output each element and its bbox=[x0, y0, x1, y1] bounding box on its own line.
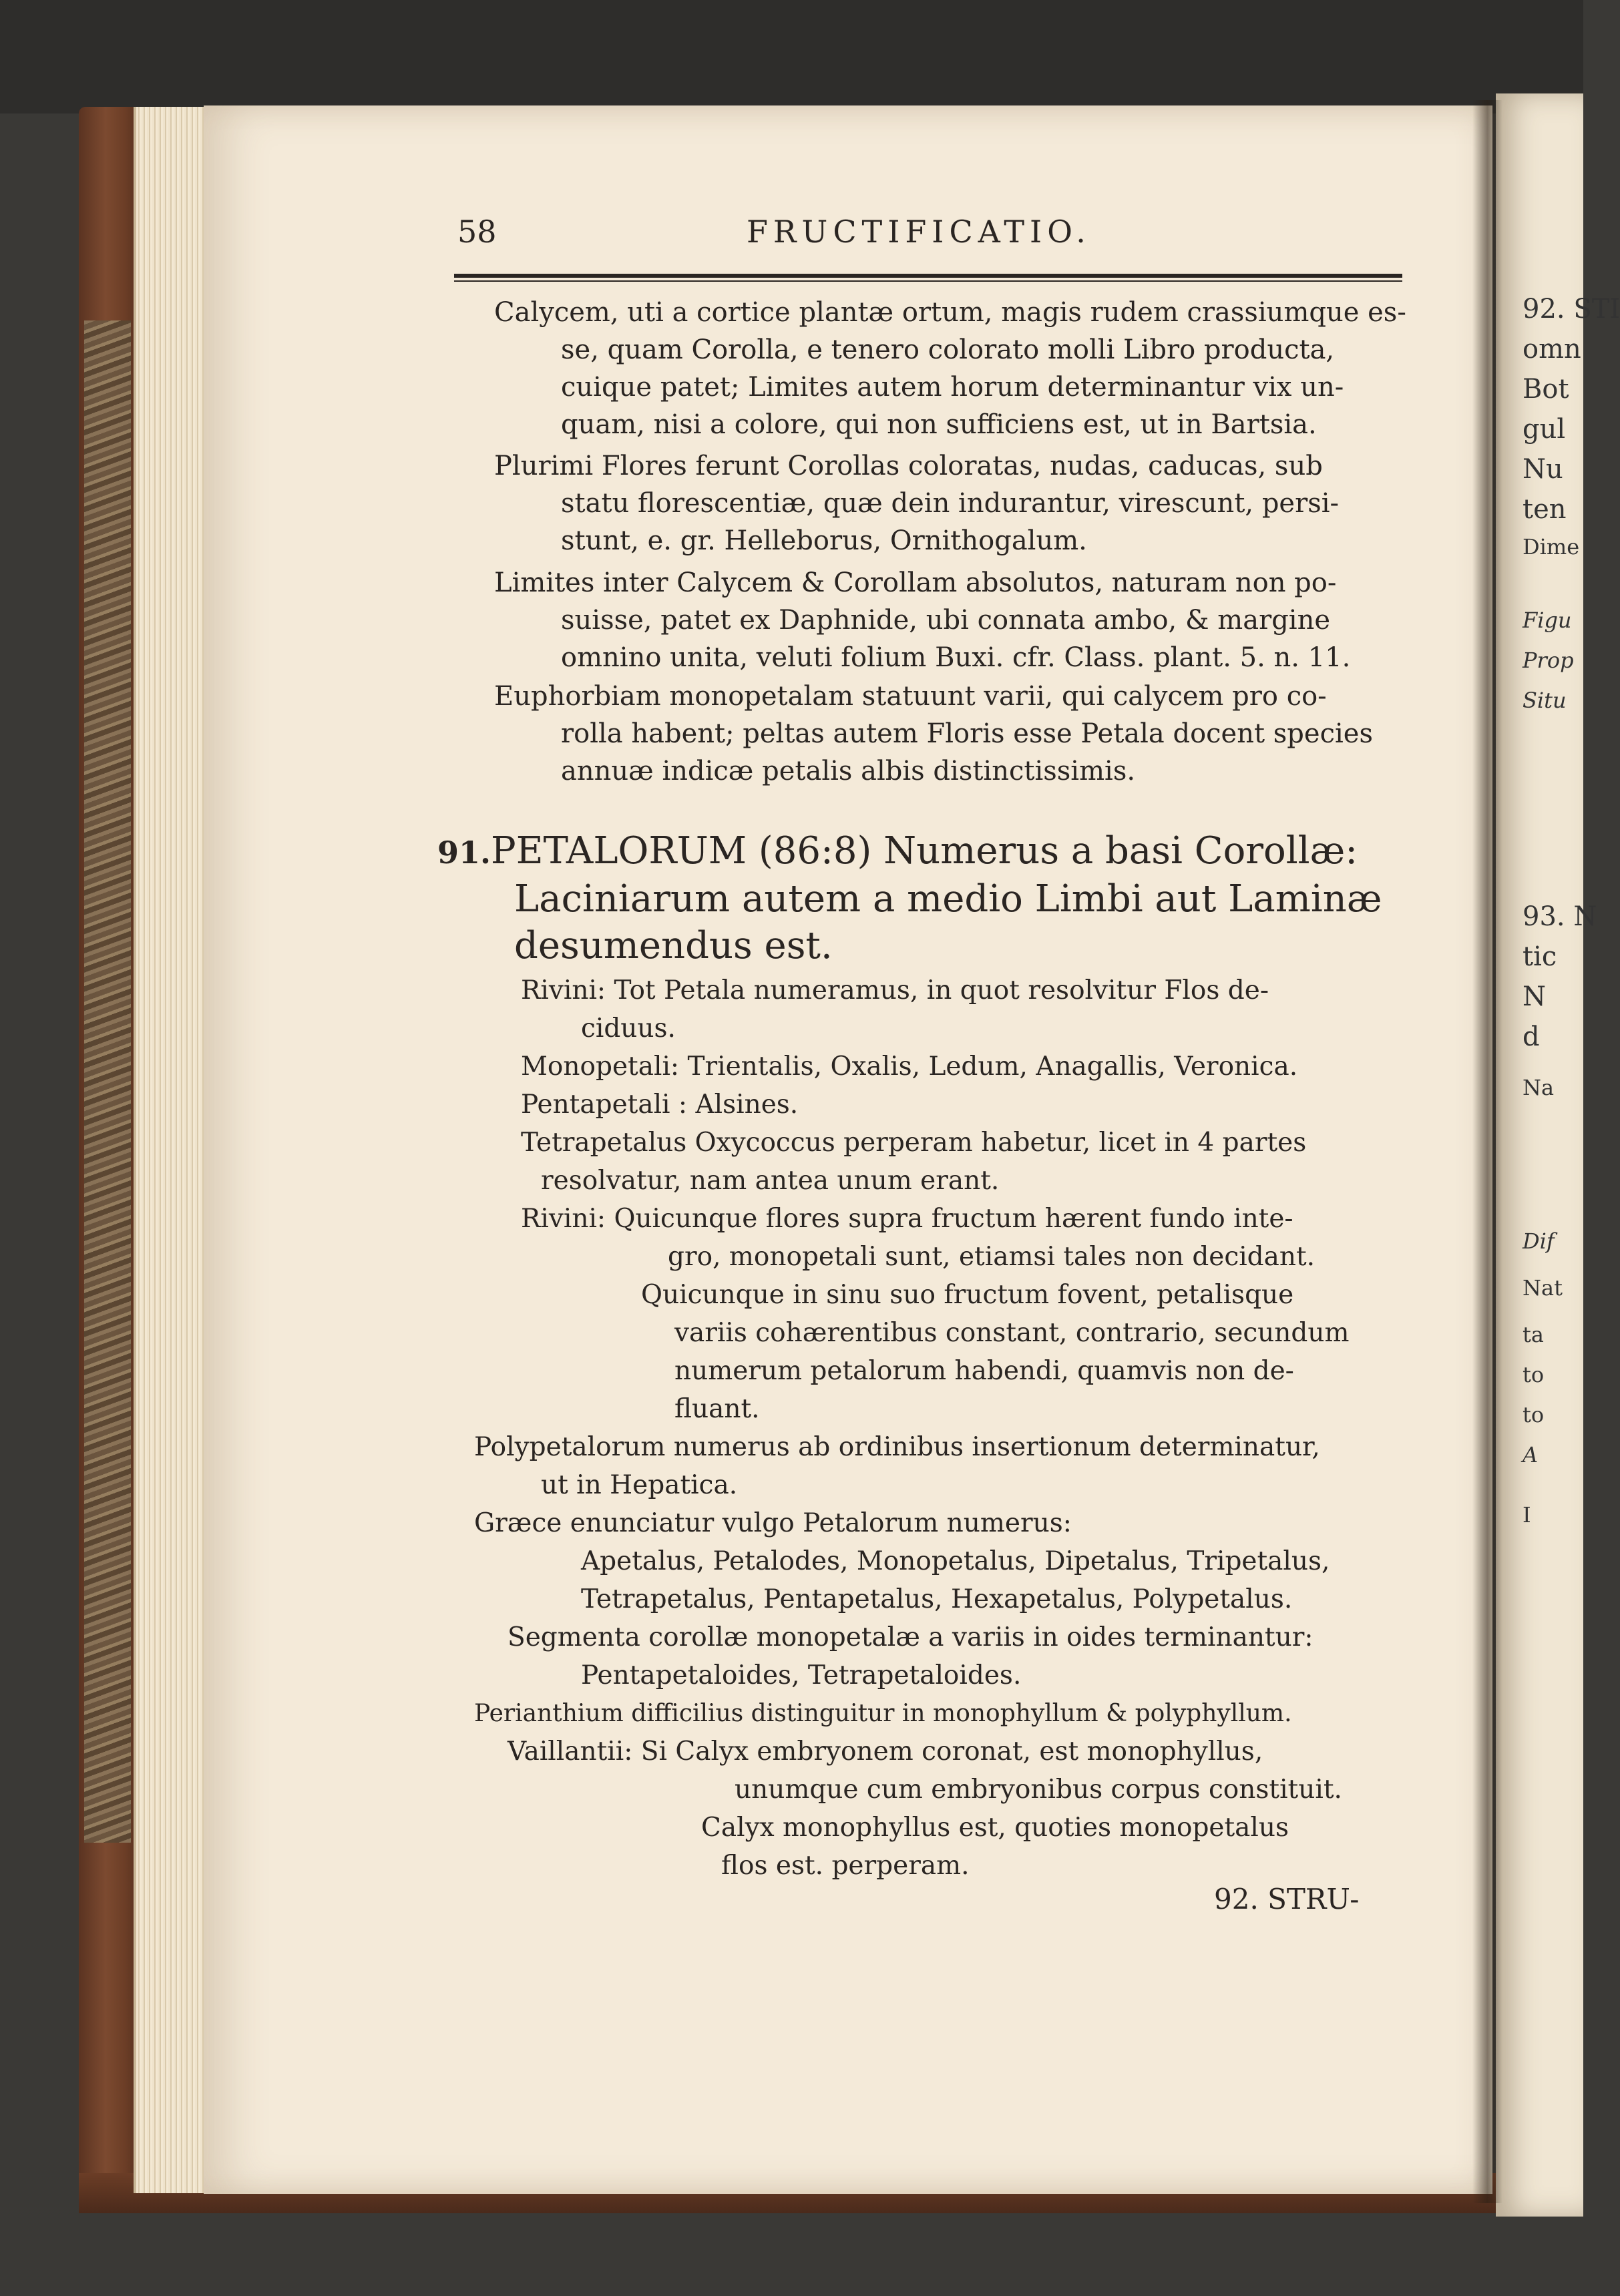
text-line: Laciniarum autem a medio Limbi aut Laminæ bbox=[514, 877, 1382, 921]
paragraph-euphorbiam bbox=[494, 678, 1402, 790]
text-line: Polypetalorum numerus ab ordinibus insertionum determinatur, bbox=[474, 1432, 1320, 1462]
text-line: omnino unita, veluti folium Buxi. cfr. Class. plant. 5. n. 11. bbox=[561, 642, 1351, 673]
catchword: 92. STRU- bbox=[1214, 1883, 1360, 1915]
text-line: Monopetali: Trientalis, Oxalis, Ledum, Anagallis, Veronica. bbox=[521, 1052, 1298, 1082]
text-line: Perianthium difficilius distinguitur in monophyllum & polyphyllum. bbox=[474, 1700, 1292, 1727]
header-rule-thin bbox=[454, 280, 1402, 282]
text-line: Tetrapetalus, Pentapetalus, Hexapetalus, Polypetalus. bbox=[581, 1584, 1293, 1614]
facing-fragment: Bot bbox=[1523, 374, 1569, 405]
text-line: statu florescentiæ, quæ dein indurantur, virescunt, persi- bbox=[561, 488, 1340, 519]
facing-fragment: I bbox=[1523, 1502, 1531, 1528]
text-line: quam, nisi a colore, qui non sufficiens est, ut in Bartsia. bbox=[561, 409, 1317, 440]
facing-fragment: Prop bbox=[1523, 648, 1574, 673]
facing-fragment: A bbox=[1523, 1442, 1539, 1467]
facing-fragment: Na bbox=[1523, 1075, 1555, 1100]
facing-fragment: omn bbox=[1523, 334, 1581, 365]
text-line: cuique patet; Limites autem horum determinantur vix un- bbox=[561, 372, 1344, 403]
header-rule bbox=[454, 274, 1402, 278]
facing-fragment: Dif bbox=[1523, 1228, 1555, 1254]
facing-fragment: d bbox=[1523, 1021, 1540, 1052]
text-line: Euphorbiam monopetalam statuunt varii, qui calycem pro co- bbox=[494, 681, 1327, 712]
paragraph-limites bbox=[494, 564, 1402, 676]
text-line: rolla habent; peltas autem Floris esse Petala docent species bbox=[561, 718, 1373, 749]
text-line: gro, monopetali sunt, etiamsi tales non decidant. bbox=[668, 1242, 1315, 1272]
text-line: Limites inter Calycem & Corollam absolutos, naturam non po- bbox=[494, 567, 1337, 598]
facing-fragment: Nat bbox=[1523, 1275, 1563, 1301]
text-line: flos est. perperam. bbox=[721, 1851, 970, 1881]
paragraph-plurimi bbox=[494, 447, 1402, 559]
facing-fragment: N bbox=[1523, 981, 1546, 1012]
text-line: variis cohærentibus constant, contrario, secundum bbox=[674, 1318, 1350, 1348]
text-line: ciduus. bbox=[581, 1013, 676, 1044]
text-line: Quicunque in sinu suo fructum fovent, petalisque bbox=[641, 1280, 1294, 1310]
section-number: 91. bbox=[437, 835, 491, 871]
text-line: numerum petalorum habendi, quamvis non de- bbox=[674, 1356, 1294, 1386]
text-line: Rivini: Quicunque flores supra fructum hærent fundo inte- bbox=[521, 1204, 1293, 1234]
facing-fragment: Situ bbox=[1523, 688, 1567, 713]
text-line: Apetalus, Petalodes, Monopetalus, Dipetalus, Tripetalus, bbox=[581, 1546, 1330, 1576]
text-line: PETALORUM (86:8) Numerus a basi Corollæ: bbox=[491, 829, 1358, 873]
text-line: Calyx monophyllus est, quoties monopetalus bbox=[701, 1813, 1289, 1843]
text-line: Calycem, uti a cortice plantæ ortum, magis rudem crassiumque es- bbox=[494, 297, 1406, 328]
facing-fragment: 93. N bbox=[1523, 901, 1597, 932]
paragraph-calycem bbox=[494, 294, 1406, 443]
text-line: Tetrapetalus Oxycoccus perperam habetur, licet in 4 partes bbox=[521, 1128, 1307, 1158]
facing-fragment: Figu bbox=[1523, 608, 1572, 633]
text-line: fluant. bbox=[674, 1394, 760, 1424]
page-number: 58 bbox=[457, 214, 497, 250]
text-line: Segmenta corollæ monopetalæ a variis in oides terminantur: bbox=[508, 1622, 1313, 1652]
text-line: Pentapetaloides, Tetrapetaloides. bbox=[581, 1660, 1022, 1690]
text-line: se, quam Corolla, e tenero colorato molli Libro producta, bbox=[561, 334, 1335, 365]
text-line: annuæ indicæ petalis albis distinctissimis. bbox=[561, 756, 1136, 786]
text-line: stunt, e. gr. Helleborus, Ornithogalum. bbox=[561, 525, 1087, 556]
facing-fragment: to bbox=[1523, 1362, 1545, 1387]
text-line: Pentapetali : Alsines. bbox=[521, 1090, 799, 1120]
facing-fragment: 92. STI bbox=[1523, 294, 1620, 324]
text-line: Plurimi Flores ferunt Corollas coloratas, nudas, caducas, sub bbox=[494, 451, 1323, 481]
text-line: ut in Hepatica. bbox=[541, 1470, 738, 1500]
section-91-heading bbox=[437, 828, 1382, 969]
facing-fragment: Nu bbox=[1523, 454, 1563, 485]
facing-fragment: tic bbox=[1523, 941, 1557, 972]
section-91-body bbox=[474, 971, 1409, 1885]
running-title: FRUCTIFICATIO. bbox=[747, 214, 1091, 250]
text-line: Græce enunciatur vulgo Petalorum numerus: bbox=[474, 1508, 1072, 1538]
text-line: resolvatur, nam antea unum erant. bbox=[541, 1166, 1000, 1196]
facing-fragment: to bbox=[1523, 1402, 1545, 1427]
text-line: Rivini: Tot Petala numeramus, in quot resolvitur Flos de- bbox=[521, 975, 1269, 1005]
facing-fragment: ta bbox=[1523, 1322, 1544, 1347]
facing-fragment: gul bbox=[1523, 414, 1566, 445]
facing-fragment: ten bbox=[1523, 494, 1567, 525]
text-line: Vaillantii: Si Calyx embryonem coronat, est monophyllus, bbox=[508, 1737, 1263, 1767]
text-line: unumque cum embryonibus corpus constituit. bbox=[735, 1775, 1342, 1805]
text-line: desumendus est. bbox=[514, 924, 833, 967]
facing-fragment: Dime bbox=[1523, 534, 1580, 559]
text-line: suisse, patet ex Daphnide, ubi connata ambo, & margine bbox=[561, 605, 1331, 636]
